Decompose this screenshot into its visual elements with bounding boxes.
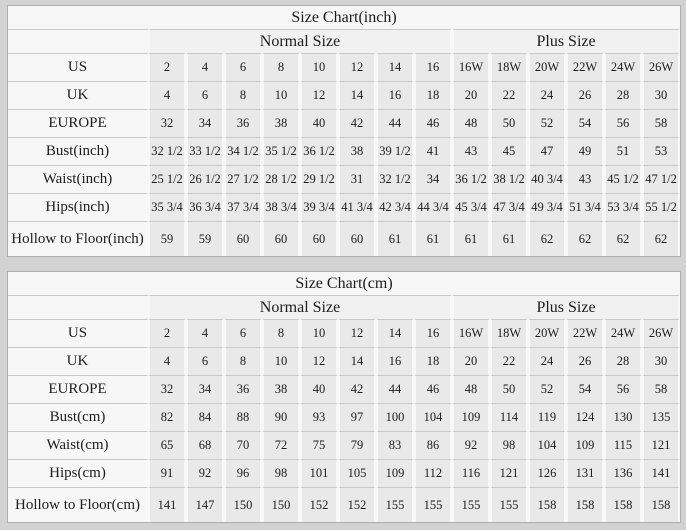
size-value-cell: 8 — [224, 81, 262, 109]
plus-size-header: Plus Size — [452, 295, 680, 319]
size-value-cell: 33 1/2 — [186, 137, 224, 165]
size-value-cell: 38 — [262, 109, 300, 137]
size-value-cell: 43 — [452, 137, 490, 165]
size-value-cell: 60 — [338, 221, 376, 256]
size-chart-cm-table — [7, 271, 681, 523]
row-label: UK — [8, 81, 148, 109]
size-value-cell: 4 — [148, 347, 186, 375]
size-value-cell: 155 — [376, 487, 414, 522]
size-value-cell: 72 — [262, 431, 300, 459]
size-value-cell: 61 — [490, 221, 528, 256]
size-value-cell: 155 — [414, 487, 452, 522]
size-value-cell: 20W — [528, 319, 566, 347]
size-value-cell: 61 — [452, 221, 490, 256]
size-value-cell: 51 — [604, 137, 642, 165]
size-value-cell: 62 — [604, 221, 642, 256]
size-value-cell: 26W — [642, 53, 680, 81]
size-value-cell: 37 3/4 — [224, 193, 262, 221]
size-value-cell: 36 — [224, 109, 262, 137]
size-value-cell: 38 3/4 — [262, 193, 300, 221]
size-value-cell: 104 — [414, 403, 452, 431]
size-value-cell: 86 — [414, 431, 452, 459]
size-value-cell: 40 3/4 — [528, 165, 566, 193]
row-label: Hollow to Floor(inch) — [8, 221, 148, 256]
size-value-cell: 104 — [528, 431, 566, 459]
size-value-cell: 29 1/2 — [300, 165, 338, 193]
size-value-cell: 46 — [414, 375, 452, 403]
size-value-cell: 28 1/2 — [262, 165, 300, 193]
size-value-cell: 135 — [642, 403, 680, 431]
title-row — [8, 272, 680, 295]
size-value-cell: 44 — [376, 375, 414, 403]
size-value-cell: 18W — [490, 53, 528, 81]
size-value-cell: 158 — [528, 487, 566, 522]
size-value-cell: 36 1/2 — [300, 137, 338, 165]
size-value-cell: 147 — [186, 487, 224, 522]
row-label: EUROPE — [8, 375, 148, 403]
size-value-cell: 42 — [338, 109, 376, 137]
size-value-cell: 18 — [414, 81, 452, 109]
size-value-cell: 26 1/2 — [186, 165, 224, 193]
size-value-cell: 88 — [224, 403, 262, 431]
size-value-cell: 55 1/2 — [642, 193, 680, 221]
size-value-cell: 61 — [376, 221, 414, 256]
size-value-cell: 47 — [528, 137, 566, 165]
row-label: Hips(cm) — [8, 459, 148, 487]
size-value-cell: 26 — [566, 81, 604, 109]
size-value-cell: 22W — [566, 319, 604, 347]
table-row — [8, 165, 680, 193]
row-label: Waist(cm) — [8, 431, 148, 459]
size-value-cell: 53 3/4 — [604, 193, 642, 221]
size-value-cell: 41 — [414, 137, 452, 165]
size-value-cell: 20 — [452, 347, 490, 375]
size-value-cell: 32 — [148, 375, 186, 403]
table-row — [8, 137, 680, 165]
size-value-cell: 79 — [338, 431, 376, 459]
size-value-cell: 26 — [566, 347, 604, 375]
table-row — [8, 81, 680, 109]
size-value-cell: 16W — [452, 53, 490, 81]
size-group-header-row — [8, 29, 680, 53]
size-value-cell: 130 — [604, 403, 642, 431]
size-value-cell: 10 — [300, 53, 338, 81]
size-value-cell: 91 — [148, 459, 186, 487]
size-value-cell: 36 — [224, 375, 262, 403]
size-value-cell: 83 — [376, 431, 414, 459]
size-value-cell: 47 1/2 — [642, 165, 680, 193]
size-value-cell: 16 — [376, 347, 414, 375]
size-value-cell: 65 — [148, 431, 186, 459]
size-value-cell: 58 — [642, 109, 680, 137]
size-value-cell: 62 — [642, 221, 680, 256]
size-value-cell: 24W — [604, 53, 642, 81]
row-label: Hollow to Floor(cm) — [8, 487, 148, 522]
size-value-cell: 38 1/2 — [490, 165, 528, 193]
size-value-cell: 101 — [300, 459, 338, 487]
size-value-cell: 20W — [528, 53, 566, 81]
normal-size-header: Normal Size — [148, 295, 452, 319]
size-value-cell: 92 — [186, 459, 224, 487]
size-value-cell: 4 — [186, 319, 224, 347]
size-value-cell: 43 — [566, 165, 604, 193]
size-value-cell: 34 — [186, 375, 224, 403]
size-value-cell: 82 — [148, 403, 186, 431]
size-value-cell: 152 — [300, 487, 338, 522]
size-value-cell: 39 1/2 — [376, 137, 414, 165]
table-row — [8, 319, 680, 347]
size-value-cell: 32 — [148, 109, 186, 137]
size-value-cell: 116 — [452, 459, 490, 487]
size-value-cell: 121 — [642, 431, 680, 459]
size-value-cell: 8 — [262, 319, 300, 347]
size-value-cell: 14 — [338, 347, 376, 375]
corner-cell — [8, 295, 148, 319]
size-value-cell: 155 — [490, 487, 528, 522]
size-value-cell: 35 1/2 — [262, 137, 300, 165]
size-value-cell: 109 — [452, 403, 490, 431]
size-value-cell: 14 — [376, 319, 414, 347]
size-group-header-row — [8, 295, 680, 319]
table-row — [8, 487, 680, 522]
size-value-cell: 22 — [490, 347, 528, 375]
size-value-cell: 48 — [452, 375, 490, 403]
size-value-cell: 12 — [338, 53, 376, 81]
size-value-cell: 4 — [148, 81, 186, 109]
size-value-cell: 92 — [452, 431, 490, 459]
size-value-cell: 53 — [642, 137, 680, 165]
row-label: US — [8, 53, 148, 81]
size-value-cell: 45 3/4 — [452, 193, 490, 221]
size-value-cell: 2 — [148, 53, 186, 81]
size-value-cell: 46 — [414, 109, 452, 137]
size-value-cell: 49 — [566, 137, 604, 165]
size-value-cell: 48 — [452, 109, 490, 137]
size-value-cell: 58 — [642, 375, 680, 403]
size-value-cell: 34 1/2 — [224, 137, 262, 165]
size-value-cell: 38 — [262, 375, 300, 403]
size-value-cell: 109 — [566, 431, 604, 459]
size-value-cell: 100 — [376, 403, 414, 431]
size-value-cell: 112 — [414, 459, 452, 487]
size-value-cell: 50 — [490, 109, 528, 137]
size-value-cell: 52 — [528, 109, 566, 137]
size-value-cell: 84 — [186, 403, 224, 431]
size-value-cell: 6 — [186, 347, 224, 375]
size-value-cell: 32 1/2 — [376, 165, 414, 193]
size-value-cell: 121 — [490, 459, 528, 487]
table-row — [8, 53, 680, 81]
size-value-cell: 16 — [414, 53, 452, 81]
size-value-cell: 2 — [148, 319, 186, 347]
size-value-cell: 114 — [490, 403, 528, 431]
size-value-cell: 18W — [490, 319, 528, 347]
size-value-cell: 12 — [300, 81, 338, 109]
size-value-cell: 141 — [642, 459, 680, 487]
size-value-cell: 18 — [414, 347, 452, 375]
size-value-cell: 4 — [186, 53, 224, 81]
size-value-cell: 24W — [604, 319, 642, 347]
size-value-cell: 68 — [186, 431, 224, 459]
size-value-cell: 152 — [338, 487, 376, 522]
size-value-cell: 98 — [490, 431, 528, 459]
size-value-cell: 70 — [224, 431, 262, 459]
size-value-cell: 10 — [262, 81, 300, 109]
size-value-cell: 36 1/2 — [452, 165, 490, 193]
size-value-cell: 16W — [452, 319, 490, 347]
size-value-cell: 39 3/4 — [300, 193, 338, 221]
size-value-cell: 61 — [414, 221, 452, 256]
size-value-cell: 40 — [300, 375, 338, 403]
size-value-cell: 155 — [452, 487, 490, 522]
row-label: Waist(inch) — [8, 165, 148, 193]
size-value-cell: 75 — [300, 431, 338, 459]
size-value-cell: 28 — [604, 81, 642, 109]
size-value-cell: 62 — [528, 221, 566, 256]
size-value-cell: 30 — [642, 347, 680, 375]
size-value-cell: 35 3/4 — [148, 193, 186, 221]
row-label: UK — [8, 347, 148, 375]
size-value-cell: 22W — [566, 53, 604, 81]
size-value-cell: 12 — [300, 347, 338, 375]
size-value-cell: 10 — [262, 347, 300, 375]
size-value-cell: 59 — [148, 221, 186, 256]
row-label: Bust(inch) — [8, 137, 148, 165]
size-value-cell: 50 — [490, 375, 528, 403]
size-value-cell: 42 3/4 — [376, 193, 414, 221]
size-value-cell: 150 — [262, 487, 300, 522]
size-value-cell: 42 — [338, 375, 376, 403]
size-value-cell: 34 — [186, 109, 224, 137]
table-row — [8, 193, 680, 221]
size-value-cell: 109 — [376, 459, 414, 487]
size-value-cell: 62 — [566, 221, 604, 256]
size-value-cell: 44 — [376, 109, 414, 137]
size-value-cell: 60 — [224, 221, 262, 256]
plus-size-header: Plus Size — [452, 29, 680, 53]
table-row — [8, 375, 680, 403]
size-value-cell: 25 1/2 — [148, 165, 186, 193]
size-value-cell: 45 — [490, 137, 528, 165]
size-value-cell: 49 3/4 — [528, 193, 566, 221]
size-value-cell: 115 — [604, 431, 642, 459]
size-value-cell: 158 — [566, 487, 604, 522]
size-value-cell: 20 — [452, 81, 490, 109]
size-value-cell: 16 — [414, 319, 452, 347]
size-value-cell: 119 — [528, 403, 566, 431]
size-value-cell: 105 — [338, 459, 376, 487]
size-value-cell: 150 — [224, 487, 262, 522]
size-value-cell: 6 — [224, 53, 262, 81]
row-label: US — [8, 319, 148, 347]
table-row — [8, 431, 680, 459]
title-row — [8, 6, 680, 29]
table-row — [8, 221, 680, 256]
size-value-cell: 27 1/2 — [224, 165, 262, 193]
table-row — [8, 403, 680, 431]
size-value-cell: 30 — [642, 81, 680, 109]
size-value-cell: 32 1/2 — [148, 137, 186, 165]
size-value-cell: 8 — [224, 347, 262, 375]
size-value-cell: 24 — [528, 347, 566, 375]
size-value-cell: 136 — [604, 459, 642, 487]
size-value-cell: 60 — [262, 221, 300, 256]
size-value-cell: 59 — [186, 221, 224, 256]
size-value-cell: 8 — [262, 53, 300, 81]
table-row — [8, 459, 680, 487]
size-value-cell: 45 1/2 — [604, 165, 642, 193]
size-value-cell: 22 — [490, 81, 528, 109]
size-value-cell: 24 — [528, 81, 566, 109]
size-value-cell: 54 — [566, 375, 604, 403]
size-value-cell: 93 — [300, 403, 338, 431]
size-value-cell: 10 — [300, 319, 338, 347]
size-value-cell: 26W — [642, 319, 680, 347]
size-value-cell: 44 3/4 — [414, 193, 452, 221]
size-value-cell: 28 — [604, 347, 642, 375]
row-label: Hips(inch) — [8, 193, 148, 221]
size-value-cell: 124 — [566, 403, 604, 431]
size-value-cell: 14 — [376, 53, 414, 81]
size-value-cell: 47 3/4 — [490, 193, 528, 221]
size-value-cell: 38 — [338, 137, 376, 165]
size-value-cell: 6 — [186, 81, 224, 109]
size-value-cell: 51 3/4 — [566, 193, 604, 221]
size-value-cell: 56 — [604, 109, 642, 137]
size-value-cell: 34 — [414, 165, 452, 193]
size-value-cell: 98 — [262, 459, 300, 487]
size-value-cell: 60 — [300, 221, 338, 256]
table-title: Size Chart(cm) — [8, 272, 680, 295]
corner-cell — [8, 29, 148, 53]
size-value-cell: 141 — [148, 487, 186, 522]
normal-size-header: Normal Size — [148, 29, 452, 53]
size-value-cell: 158 — [604, 487, 642, 522]
size-value-cell: 6 — [224, 319, 262, 347]
size-value-cell: 96 — [224, 459, 262, 487]
size-value-cell: 90 — [262, 403, 300, 431]
row-label: Bust(cm) — [8, 403, 148, 431]
table-title: Size Chart(inch) — [8, 6, 680, 29]
size-value-cell: 41 3/4 — [338, 193, 376, 221]
size-value-cell: 31 — [338, 165, 376, 193]
size-value-cell: 54 — [566, 109, 604, 137]
size-value-cell: 126 — [528, 459, 566, 487]
size-value-cell: 36 3/4 — [186, 193, 224, 221]
size-value-cell: 16 — [376, 81, 414, 109]
size-value-cell: 52 — [528, 375, 566, 403]
size-value-cell: 14 — [338, 81, 376, 109]
size-value-cell: 12 — [338, 319, 376, 347]
size-value-cell: 56 — [604, 375, 642, 403]
size-chart-inch-table — [7, 5, 681, 257]
size-value-cell: 131 — [566, 459, 604, 487]
size-value-cell: 97 — [338, 403, 376, 431]
table-row — [8, 347, 680, 375]
size-value-cell: 158 — [642, 487, 680, 522]
table-row — [8, 109, 680, 137]
size-value-cell: 40 — [300, 109, 338, 137]
row-label: EUROPE — [8, 109, 148, 137]
